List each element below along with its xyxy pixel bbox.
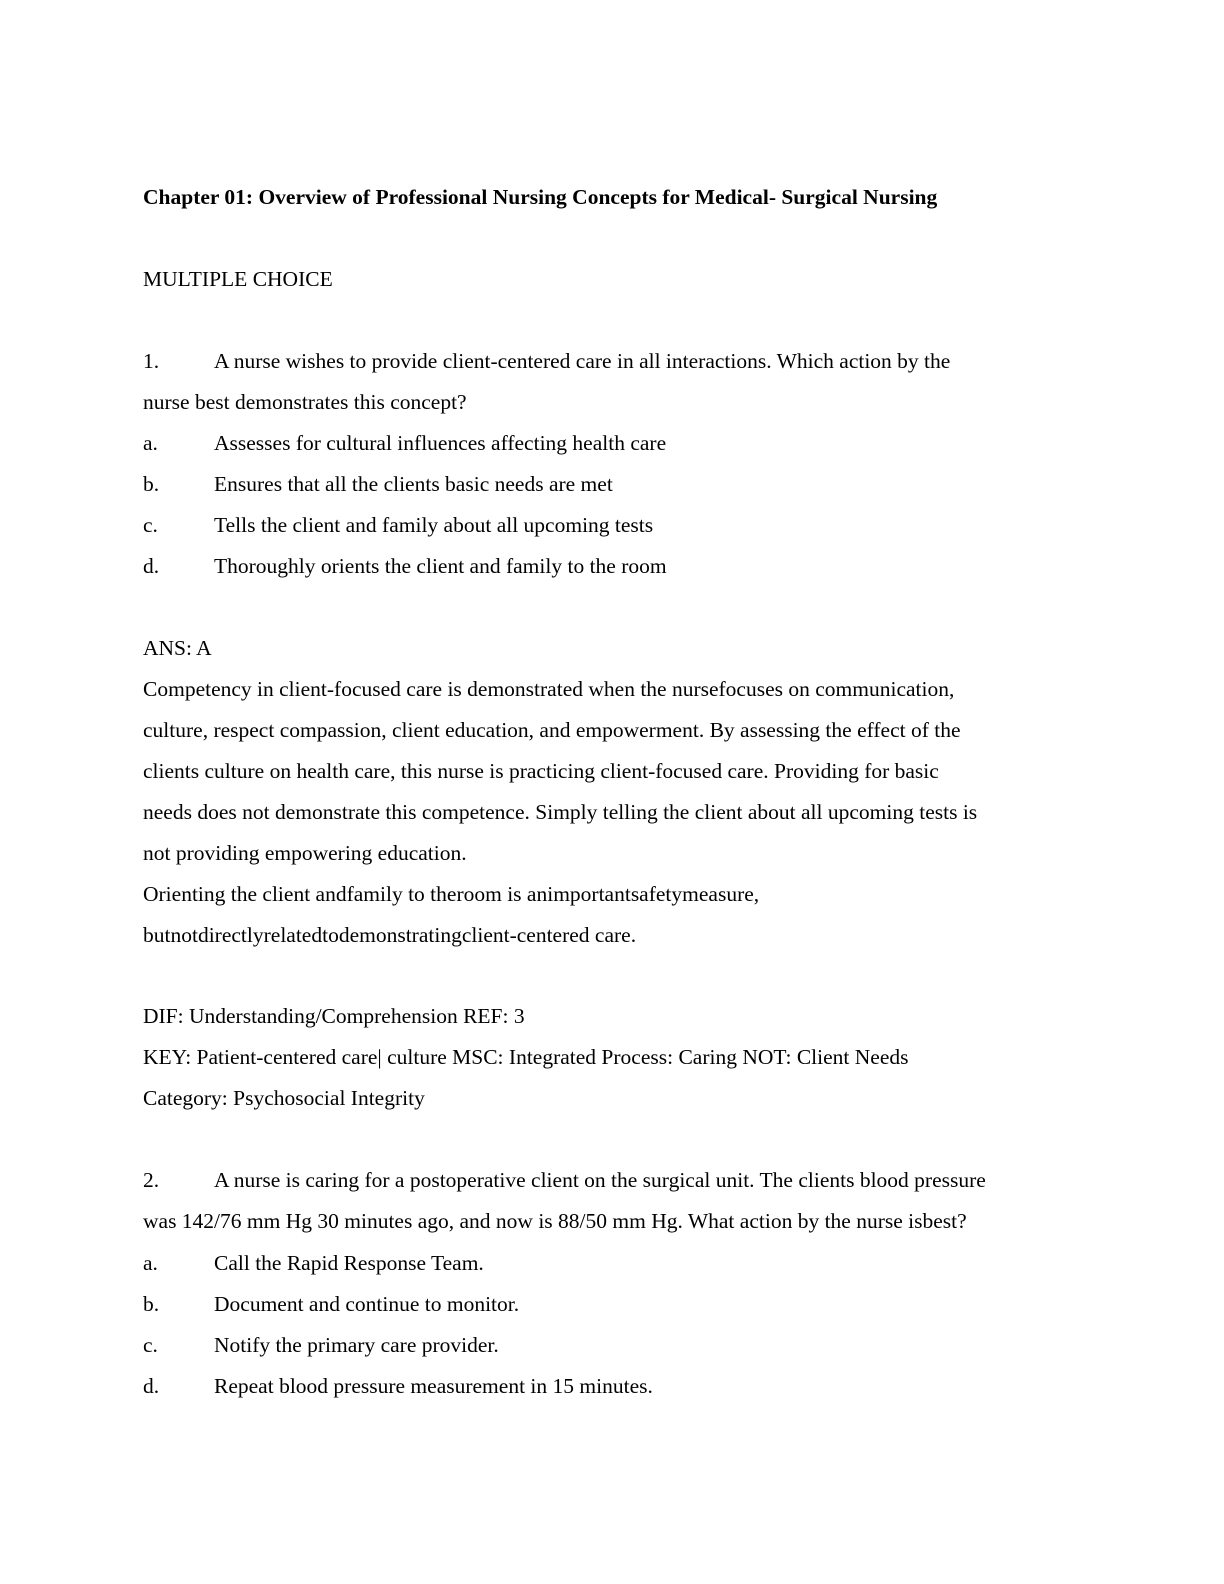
rationale-line: clients culture on health care, this nurse is practicing client-focused care. Providing for basic: [143, 759, 939, 783]
answer-key: ANS: A: [143, 636, 212, 660]
option-text: Assesses for cultural influences affecting health care: [214, 431, 667, 455]
meta-line: Category: Psychosocial Integrity: [143, 1086, 425, 1110]
option-letter: c.: [143, 1333, 158, 1357]
question-stem-line: was 142/76 mm Hg 30 minutes ago, and now is 88/50 mm Hg. What action by the nurse isbest?: [143, 1209, 967, 1233]
meta-line: DIF: Understanding/Comprehension REF: 3: [143, 1004, 525, 1028]
option-text: Ensures that all the clients basic needs are met: [214, 472, 613, 496]
rationale-line: not providing empowering education.: [143, 841, 467, 865]
rationale-line: butnotdirectlyrelatedtodemonstratingclient-centered care.: [143, 923, 637, 947]
rationale-line: Orienting the client andfamily to theroom is animportantsafetymeasure,: [143, 882, 760, 906]
question-stem-line: A nurse wishes to provide client-centered care in all interactions. Which action by the: [214, 349, 951, 373]
option-text: Call the Rapid Response Team.: [214, 1251, 484, 1275]
question-number: 2.: [143, 1168, 160, 1192]
option-text: Document and continue to monitor.: [214, 1292, 520, 1316]
option-letter: b.: [143, 472, 160, 496]
option-letter: c.: [143, 513, 158, 537]
option-letter: a.: [143, 431, 158, 455]
question-number: 1.: [143, 349, 160, 373]
option-text: Repeat blood pressure measurement in 15 minutes.: [214, 1374, 653, 1398]
meta-line: KEY: Patient-centered care| culture MSC: Integrated Process: Caring NOT: Client Needs: [143, 1045, 909, 1069]
option-letter: d.: [143, 1374, 160, 1398]
question-stem-line: A nurse is caring for a postoperative client on the surgical unit. The clients blood pressure: [214, 1168, 986, 1192]
option-text: Notify the primary care provider.: [214, 1333, 499, 1357]
option-letter: d.: [143, 554, 160, 578]
option-letter: a.: [143, 1251, 158, 1275]
rationale-line: needs does not demonstrate this competence. Simply telling the client about all upcoming tests is: [143, 800, 978, 824]
section-heading: MULTIPLE CHOICE: [143, 267, 333, 291]
option-letter: b.: [143, 1292, 160, 1316]
chapter-title: Chapter 01: Overview of Professional Nursing Concepts for Medical- Surgical Nursing: [143, 185, 938, 209]
rationale-line: Competency in client-focused care is demonstrated when the nursefocuses on communication,: [143, 677, 955, 701]
question-stem-line: nurse best demonstrates this concept?: [143, 390, 467, 414]
option-text: Thoroughly orients the client and family to the room: [214, 554, 667, 578]
rationale-line: culture, respect compassion, client education, and empowerment. By assessing the effect of the: [143, 718, 961, 742]
option-text: Tells the client and family about all upcoming tests: [214, 513, 654, 537]
